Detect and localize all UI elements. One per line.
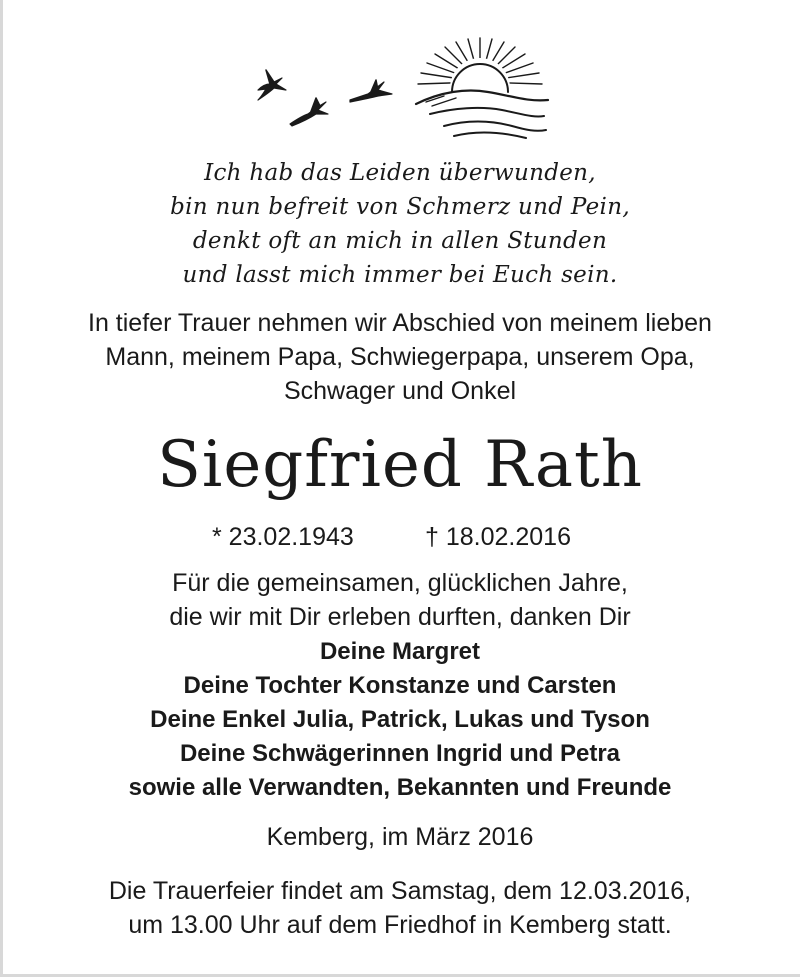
- thanks-line: die wir mit Dir erleben durften, danken Dir: [169, 603, 631, 631]
- funeral-info: [40, 874, 760, 942]
- funeral-line: Die Trauerfeier findet am Samstag, dem 12.03.2016,: [108, 877, 692, 905]
- poem-line: denkt oft an mich in allen Stunden: [192, 228, 608, 254]
- life-dates: [150, 520, 650, 554]
- funeral-line: um 13.00 Uhr auf dem Friedhof in Kemberg statt.: [128, 911, 672, 939]
- family-signatures: [40, 635, 760, 805]
- family-line: Deine Tochter Konstanze und Carsten: [183, 672, 617, 699]
- poem-line: und lasst mich immer bei Euch sein.: [182, 262, 618, 288]
- birth-date: * 23.02.1943: [212, 523, 354, 551]
- flying-birds-icon: [258, 70, 392, 126]
- intro-line: Mann, meinem Papa, Schwiegerpapa, unserem Opa,: [105, 343, 695, 371]
- death-date: † 18.02.2016: [425, 523, 571, 551]
- intro-line: Schwager und Onkel: [283, 377, 517, 405]
- poem-line: bin nun befreit von Schmerz und Pein,: [170, 194, 630, 220]
- place-and-date: Kemberg, im März 2016: [266, 823, 534, 851]
- deceased-name: Siegfried Rath: [157, 428, 643, 502]
- thanks-line: Für die gemeinsamen, glücklichen Jahre,: [172, 569, 628, 597]
- intro-line: In tiefer Trauer nehmen wir Abschied von meinem lieben: [88, 309, 712, 337]
- rising-sun-over-hills-icon: [416, 38, 548, 138]
- family-line: Deine Margret: [319, 638, 481, 665]
- emblem: [230, 26, 560, 146]
- family-line: sowie alle Verwandten, Bekannten und Freunde: [128, 774, 672, 801]
- frame-edge-left: [0, 0, 3, 977]
- thanks-text: [40, 566, 760, 634]
- family-line: Deine Schwägerinnen Ingrid und Petra: [179, 740, 621, 767]
- mourning-intro: [40, 306, 760, 408]
- poem-line: Ich hab das Leiden überwunden,: [204, 160, 596, 186]
- memorial-poem: [100, 156, 700, 292]
- family-line: Deine Enkel Julia, Patrick, Lukas und Tyson: [150, 706, 650, 733]
